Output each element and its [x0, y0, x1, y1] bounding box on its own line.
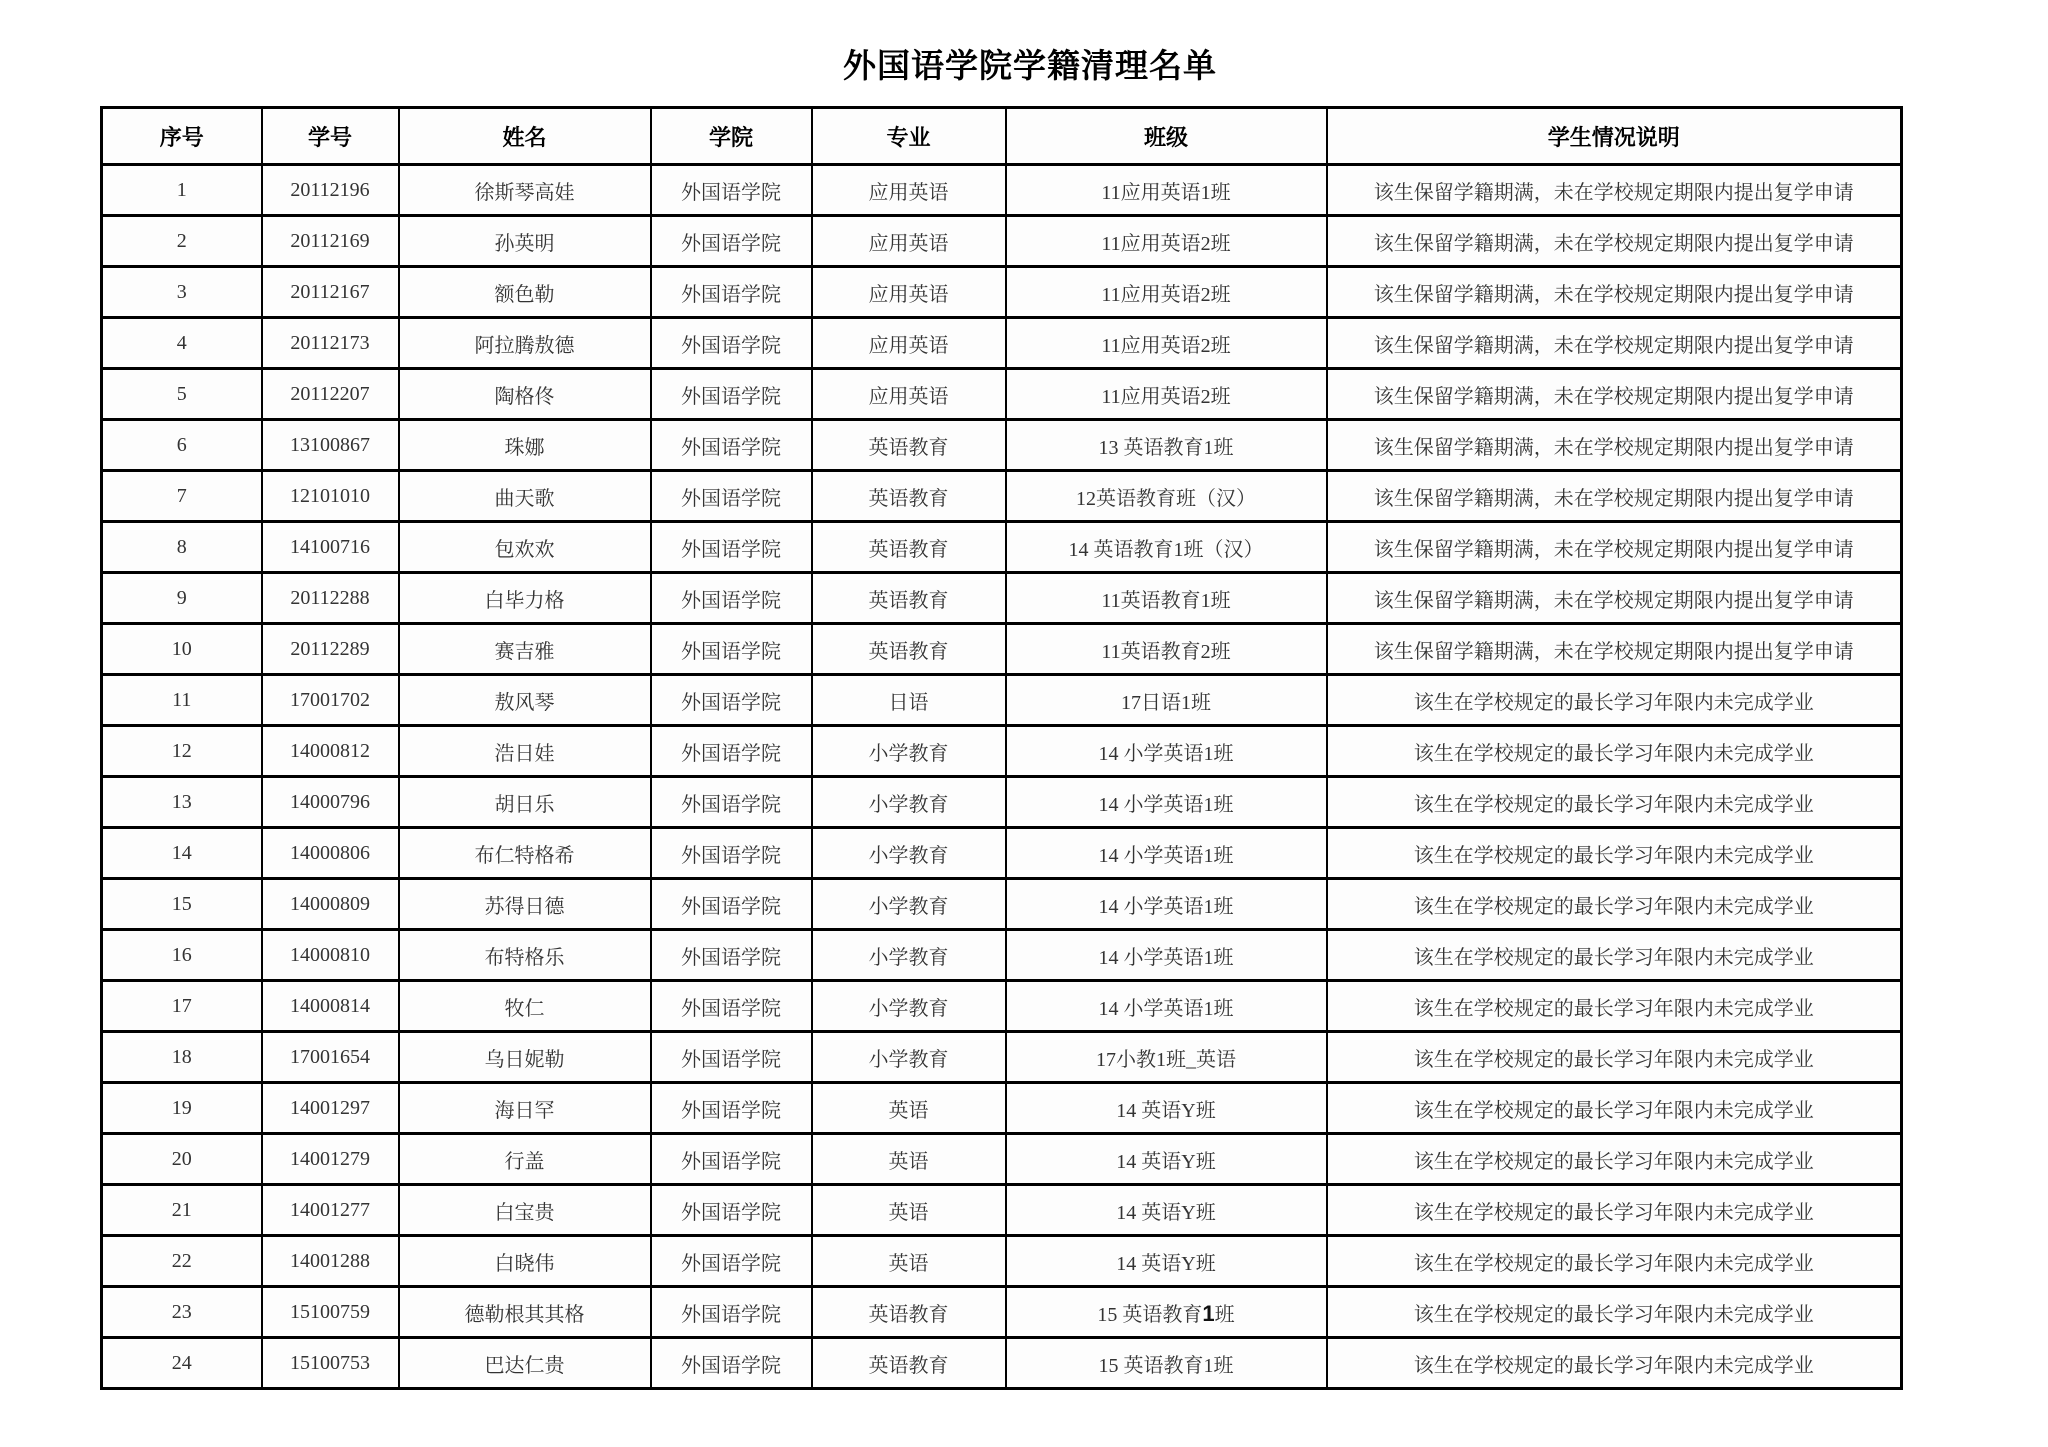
cell-note: 该生在学校规定的最长学习年限内未完成学业 — [1327, 675, 1902, 726]
cell-college: 外国语学院 — [651, 726, 812, 777]
cell-index: 9 — [102, 573, 262, 624]
cell-college: 外国语学院 — [651, 318, 812, 369]
cell-major: 英语 — [812, 1236, 1006, 1287]
table-row — [102, 1287, 1902, 1338]
cell-student-id: 17001702 — [262, 675, 399, 726]
cell-class: 14 小学英语1班 — [1006, 726, 1327, 777]
cell-major: 应用英语 — [812, 267, 1006, 318]
column-header: 班级 — [1006, 108, 1327, 165]
cell-student-id: 14000796 — [262, 777, 399, 828]
cell-note: 该生在学校规定的最长学习年限内未完成学业 — [1327, 777, 1902, 828]
cell-major: 应用英语 — [812, 165, 1006, 216]
cell-major: 应用英语 — [812, 318, 1006, 369]
cell-major: 英语教育 — [812, 1287, 1006, 1338]
table-row — [102, 522, 1902, 573]
cell-major: 小学教育 — [812, 828, 1006, 879]
table-row — [102, 573, 1902, 624]
table-row — [102, 1185, 1902, 1236]
page-title: 外国语学院学籍清理名单 — [843, 49, 1217, 85]
cell-note: 该生在学校规定的最长学习年限内未完成学业 — [1327, 726, 1902, 777]
cell-index: 22 — [102, 1236, 262, 1287]
table-row — [102, 216, 1902, 267]
cell-class: 11英语教育1班 — [1006, 573, 1327, 624]
table-row — [102, 930, 1902, 981]
cell-class: 14 小学英语1班 — [1006, 930, 1327, 981]
cell-name: 布仁特格希 — [399, 828, 651, 879]
cell-major: 英语 — [812, 1083, 1006, 1134]
cell-index: 7 — [102, 471, 262, 522]
cell-major: 小学教育 — [812, 1032, 1006, 1083]
cell-college: 外国语学院 — [651, 471, 812, 522]
cell-name: 额色勒 — [399, 267, 651, 318]
cell-college: 外国语学院 — [651, 675, 812, 726]
cell-college: 外国语学院 — [651, 879, 812, 930]
cell-student-id: 17001654 — [262, 1032, 399, 1083]
cell-index: 17 — [102, 981, 262, 1032]
cell-index: 11 — [102, 675, 262, 726]
cell-note: 该生在学校规定的最长学习年限内未完成学业 — [1327, 879, 1902, 930]
cell-note: 该生保留学籍期满，未在学校规定期限内提出复学申请 — [1327, 216, 1902, 267]
cell-college: 外国语学院 — [651, 1032, 812, 1083]
table-row — [102, 624, 1902, 675]
cell-class: 15 英语教育1班 — [1006, 1287, 1327, 1338]
cell-major: 英语 — [812, 1185, 1006, 1236]
cell-name: 陶格佟 — [399, 369, 651, 420]
cell-class: 14 小学英语1班 — [1006, 879, 1327, 930]
cell-student-id: 20112169 — [262, 216, 399, 267]
cell-student-id: 20112173 — [262, 318, 399, 369]
cell-college: 外国语学院 — [651, 216, 812, 267]
cell-student-id: 14100716 — [262, 522, 399, 573]
column-header: 学号 — [262, 108, 399, 165]
cell-class: 14 英语Y班 — [1006, 1083, 1327, 1134]
cell-index: 10 — [102, 624, 262, 675]
table-row — [102, 1083, 1902, 1134]
cell-student-id: 20112289 — [262, 624, 399, 675]
cell-class: 15 英语教育1班 — [1006, 1338, 1327, 1389]
table-row — [102, 1338, 1902, 1389]
cell-class: 11应用英语1班 — [1006, 165, 1327, 216]
cell-note: 该生保留学籍期满，未在学校规定期限内提出复学申请 — [1327, 318, 1902, 369]
cell-index: 18 — [102, 1032, 262, 1083]
table-row — [102, 1134, 1902, 1185]
column-header: 学生情况说明 — [1327, 108, 1902, 165]
cell-note: 该生保留学籍期满，未在学校规定期限内提出复学申请 — [1327, 624, 1902, 675]
cell-class: 14 小学英语1班 — [1006, 777, 1327, 828]
cell-index: 5 — [102, 369, 262, 420]
cell-class: 11应用英语2班 — [1006, 369, 1327, 420]
cell-index: 6 — [102, 420, 262, 471]
cell-major: 英语教育 — [812, 573, 1006, 624]
cell-major: 英语 — [812, 1134, 1006, 1185]
cell-student-id: 20112207 — [262, 369, 399, 420]
cell-college: 外国语学院 — [651, 828, 812, 879]
column-header: 专业 — [812, 108, 1006, 165]
table-row — [102, 165, 1902, 216]
cell-note: 该生在学校规定的最长学习年限内未完成学业 — [1327, 1185, 1902, 1236]
cell-class: 17日语1班 — [1006, 675, 1327, 726]
column-header: 姓名 — [399, 108, 651, 165]
cell-name: 孙英明 — [399, 216, 651, 267]
cell-student-id: 14001277 — [262, 1185, 399, 1236]
cell-index: 20 — [102, 1134, 262, 1185]
cell-major: 英语教育 — [812, 420, 1006, 471]
cell-index: 1 — [102, 165, 262, 216]
cell-college: 外国语学院 — [651, 267, 812, 318]
cell-major: 小学教育 — [812, 777, 1006, 828]
cell-college: 外国语学院 — [651, 1185, 812, 1236]
cell-student-id: 13100867 — [262, 420, 399, 471]
cell-note: 该生保留学籍期满，未在学校规定期限内提出复学申请 — [1327, 522, 1902, 573]
cell-note: 该生保留学籍期满，未在学校规定期限内提出复学申请 — [1327, 267, 1902, 318]
cell-index: 8 — [102, 522, 262, 573]
cell-major: 英语教育 — [812, 624, 1006, 675]
cell-major: 小学教育 — [812, 930, 1006, 981]
cell-student-id: 14000812 — [262, 726, 399, 777]
cell-name: 白宝贵 — [399, 1185, 651, 1236]
cell-index: 13 — [102, 777, 262, 828]
cell-major: 小学教育 — [812, 726, 1006, 777]
cell-note: 该生保留学籍期满，未在学校规定期限内提出复学申请 — [1327, 420, 1902, 471]
cell-name: 白毕力格 — [399, 573, 651, 624]
cell-student-id: 14001297 — [262, 1083, 399, 1134]
cell-name: 珠娜 — [399, 420, 651, 471]
cell-note: 该生在学校规定的最长学习年限内未完成学业 — [1327, 1134, 1902, 1185]
cell-college: 外国语学院 — [651, 1338, 812, 1389]
cell-name: 牧仁 — [399, 981, 651, 1032]
column-header: 序号 — [102, 108, 262, 165]
cell-college: 外国语学院 — [651, 1083, 812, 1134]
cell-note: 该生在学校规定的最长学习年限内未完成学业 — [1327, 828, 1902, 879]
cell-note: 该生在学校规定的最长学习年限内未完成学业 — [1327, 1236, 1902, 1287]
table-body — [102, 165, 1902, 1389]
cell-college: 外国语学院 — [651, 1134, 812, 1185]
cell-major: 英语教育 — [812, 522, 1006, 573]
cell-note: 该生保留学籍期满，未在学校规定期限内提出复学申请 — [1327, 165, 1902, 216]
cell-student-id: 14000806 — [262, 828, 399, 879]
cell-college: 外国语学院 — [651, 930, 812, 981]
cell-college: 外国语学院 — [651, 1236, 812, 1287]
cell-class: 11应用英语2班 — [1006, 318, 1327, 369]
cell-name: 胡日乐 — [399, 777, 651, 828]
table-header-row — [102, 108, 1902, 165]
cell-name: 行盖 — [399, 1134, 651, 1185]
cell-name: 德勒根其其格 — [399, 1287, 651, 1338]
cell-major: 日语 — [812, 675, 1006, 726]
cell-name: 乌日妮勒 — [399, 1032, 651, 1083]
cell-name: 敖风琴 — [399, 675, 651, 726]
table-header — [102, 108, 1902, 165]
cell-index: 23 — [102, 1287, 262, 1338]
table-row — [102, 318, 1902, 369]
cell-college: 外国语学院 — [651, 165, 812, 216]
cell-student-id: 15100753 — [262, 1338, 399, 1389]
cell-note: 该生保留学籍期满，未在学校规定期限内提出复学申请 — [1327, 369, 1902, 420]
cell-note: 该生在学校规定的最长学习年限内未完成学业 — [1327, 1287, 1902, 1338]
column-header: 学院 — [651, 108, 812, 165]
cell-note: 该生在学校规定的最长学习年限内未完成学业 — [1327, 930, 1902, 981]
cell-college: 外国语学院 — [651, 777, 812, 828]
table-row — [102, 267, 1902, 318]
table-row — [102, 879, 1902, 930]
cell-student-id: 20112167 — [262, 267, 399, 318]
table-row — [102, 369, 1902, 420]
cell-class: 13 英语教育1班 — [1006, 420, 1327, 471]
cell-index: 2 — [102, 216, 262, 267]
table-row — [102, 981, 1902, 1032]
cell-student-id: 14000814 — [262, 981, 399, 1032]
cell-index: 15 — [102, 879, 262, 930]
cell-class: 11应用英语2班 — [1006, 267, 1327, 318]
cell-class: 11应用英语2班 — [1006, 216, 1327, 267]
cell-index: 24 — [102, 1338, 262, 1389]
cell-major: 小学教育 — [812, 981, 1006, 1032]
cell-student-id: 14001279 — [262, 1134, 399, 1185]
cell-name: 布特格乐 — [399, 930, 651, 981]
table-row — [102, 420, 1902, 471]
cell-index: 14 — [102, 828, 262, 879]
cell-note: 该生保留学籍期满，未在学校规定期限内提出复学申请 — [1327, 471, 1902, 522]
cell-major: 应用英语 — [812, 216, 1006, 267]
cell-college: 外国语学院 — [651, 624, 812, 675]
cell-index: 12 — [102, 726, 262, 777]
cell-student-id: 14000810 — [262, 930, 399, 981]
table-row — [102, 1236, 1902, 1287]
table-row — [102, 777, 1902, 828]
cell-student-id: 12101010 — [262, 471, 399, 522]
cell-note: 该生保留学籍期满，未在学校规定期限内提出复学申请 — [1327, 573, 1902, 624]
cell-index: 19 — [102, 1083, 262, 1134]
cell-major: 应用英语 — [812, 369, 1006, 420]
cell-college: 外国语学院 — [651, 369, 812, 420]
cell-name: 徐斯琴高娃 — [399, 165, 651, 216]
cell-index: 4 — [102, 318, 262, 369]
cell-note: 该生在学校规定的最长学习年限内未完成学业 — [1327, 981, 1902, 1032]
cell-class: 14 小学英语1班 — [1006, 828, 1327, 879]
cell-college: 外国语学院 — [651, 420, 812, 471]
cell-name: 苏得日德 — [399, 879, 651, 930]
cell-note: 该生在学校规定的最长学习年限内未完成学业 — [1327, 1032, 1902, 1083]
cell-name: 巴达仁贵 — [399, 1338, 651, 1389]
cell-college: 外国语学院 — [651, 1287, 812, 1338]
cell-name: 海日罕 — [399, 1083, 651, 1134]
cell-student-id: 14000809 — [262, 879, 399, 930]
cell-index: 21 — [102, 1185, 262, 1236]
cell-student-id: 20112196 — [262, 165, 399, 216]
table-row — [102, 828, 1902, 879]
cell-class: 12英语教育班（汉） — [1006, 471, 1327, 522]
cell-major: 英语教育 — [812, 1338, 1006, 1389]
cell-major: 英语教育 — [812, 471, 1006, 522]
cell-note: 该生在学校规定的最长学习年限内未完成学业 — [1327, 1338, 1902, 1389]
cell-index: 3 — [102, 267, 262, 318]
cell-class: 14 英语Y班 — [1006, 1236, 1327, 1287]
cell-class: 14 英语教育1班（汉） — [1006, 522, 1327, 573]
cell-student-id: 15100759 — [262, 1287, 399, 1338]
table-row — [102, 471, 1902, 522]
cell-class: 14 英语Y班 — [1006, 1185, 1327, 1236]
cell-class: 14 英语Y班 — [1006, 1134, 1327, 1185]
table-row — [102, 1032, 1902, 1083]
cell-name: 浩日娃 — [399, 726, 651, 777]
cell-name: 赛吉雅 — [399, 624, 651, 675]
cell-college: 外国语学院 — [651, 981, 812, 1032]
cell-major: 小学教育 — [812, 879, 1006, 930]
cell-name: 包欢欢 — [399, 522, 651, 573]
bold-digit: 1 — [1202, 1300, 1215, 1326]
cell-class: 17小教1班_英语 — [1006, 1032, 1327, 1083]
table-row — [102, 675, 1902, 726]
cell-class: 14 小学英语1班 — [1006, 981, 1327, 1032]
cell-college: 外国语学院 — [651, 573, 812, 624]
cell-student-id: 14001288 — [262, 1236, 399, 1287]
cell-name: 白晓伟 — [399, 1236, 651, 1287]
student-status-table — [100, 106, 1903, 1390]
cell-name: 曲天歌 — [399, 471, 651, 522]
cell-college: 外国语学院 — [651, 522, 812, 573]
table-row — [102, 726, 1902, 777]
cell-note: 该生在学校规定的最长学习年限内未完成学业 — [1327, 1083, 1902, 1134]
cell-class: 11英语教育2班 — [1006, 624, 1327, 675]
cell-index: 16 — [102, 930, 262, 981]
cell-name: 阿拉腾敖德 — [399, 318, 651, 369]
cell-student-id: 20112288 — [262, 573, 399, 624]
